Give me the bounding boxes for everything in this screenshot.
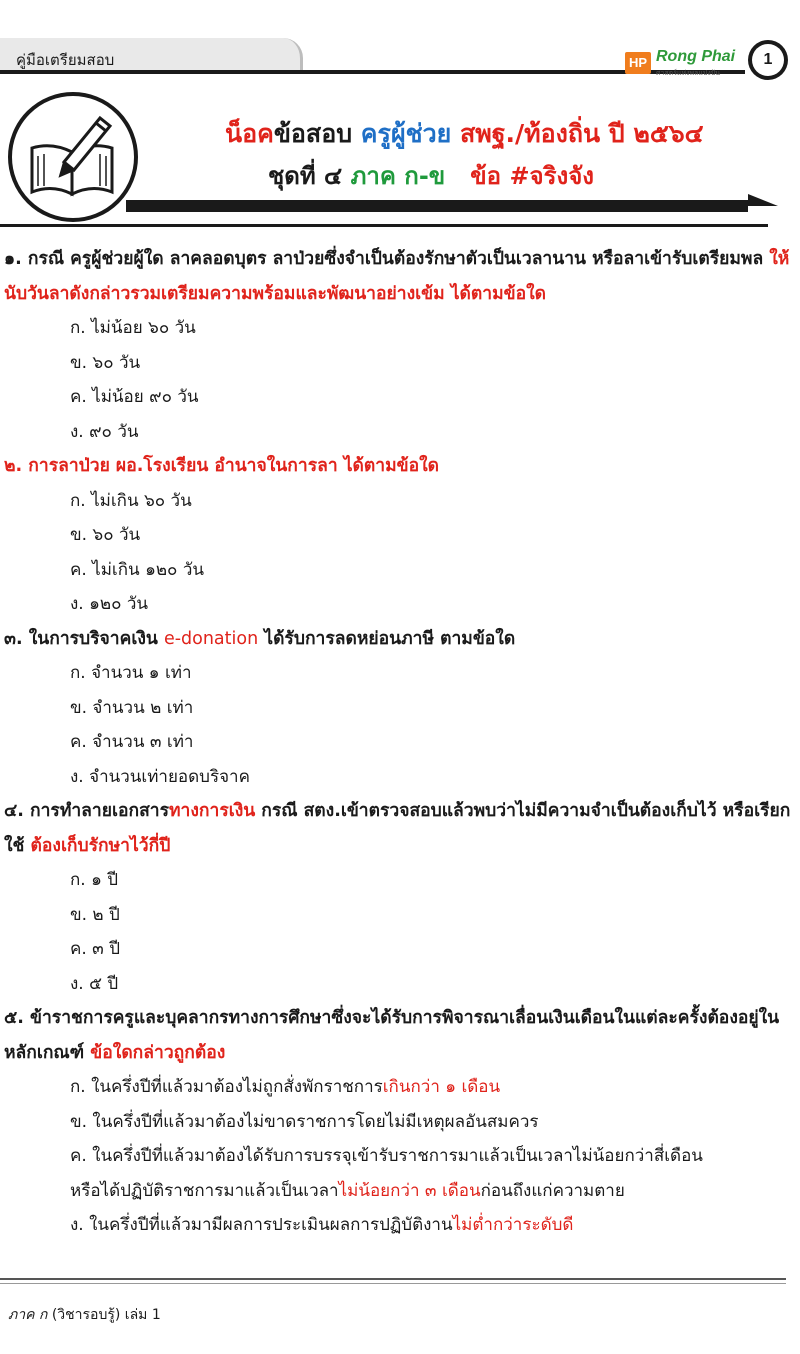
footer-subject: (วิชารอบรู้) [51,1307,121,1323]
question-4 [0,794,792,863]
option: ง. ๑๒๐ วัน [70,594,149,614]
question-highlight: e-donation [163,628,259,649]
option: ก. ไม่น้อย ๖๐ วัน [70,318,196,338]
title-bar-tip [748,194,778,206]
option-text: หรือได้ปฏิบัติราชการมาแล้วเป็นเวลา [70,1180,339,1201]
question-list [0,242,792,1243]
question-number: ๒. [4,456,23,476]
option-highlight: ไม่ต่ำกว่าระดับดี [452,1215,574,1235]
question-highlight: การลาป่วย ผอ.โรงเรียน อำนาจในการลา ได้ตามข้อใด [28,456,440,476]
header-label: คู่มือเตรียมสอบ [16,52,115,69]
title-part: ภาค ก-ข [350,162,446,190]
question-text: ได้รับการลดหย่อนภาษี ตามข้อใด [264,628,516,649]
option: ง. ๙๐ วัน [70,421,139,442]
brand-tagline: ศาสตร์แห่งพลแปงปัน [656,70,721,77]
footer-rule [0,1278,786,1280]
footer-volume: เล่ม 1 [124,1307,161,1323]
question-highlight: ให้นับวันลาดังกล่าวรวมเตรียมความพร้อมและพัฒนาอย่างเข้ม ได้ตามข้อใด [4,249,790,304]
question-number: ๔. [4,801,24,821]
footer-rule-thin [0,1283,786,1284]
title-position: ครูผู้ช่วย [360,119,452,148]
question-1 [0,242,792,311]
footer-part: ภาค ก [8,1307,48,1323]
option-highlight: ไม่น้อยกว่า ๓ เดือน [338,1180,481,1201]
option: ข. ๒ ปี [70,904,120,925]
option [0,1208,792,1243]
title-prefix: น็อค [225,119,274,148]
title-bar [126,200,748,212]
option [0,1070,792,1105]
option: ค. ไม่น้อย ๙๐ วัน [70,387,199,407]
option: ก. ไม่เกิน ๖๐ วัน [70,490,192,511]
title-exam: ข้อสอบ [273,119,353,148]
title-line-1 [225,114,704,154]
option: ง. ๕ ปี [70,973,119,994]
option: ก. ๑ ปี [70,870,119,890]
question-text: การทำลายเอกสาร [30,801,169,821]
question-highlight: ข้อใดกล่าวถูกต้อง [90,1042,226,1063]
question-text: กรณี สตง.เข้าตรวจสอบแล้วพบว่าไม่มีความจำเป็นต้องเก็บไว้ หรือเรียกใช้ [4,801,791,856]
title-tag: ข้อ #จริงจัง [470,162,595,190]
question-number: ๑. [4,249,22,269]
title-underline [0,224,768,227]
option: ค. ไม่เกิน ๑๒๐ วัน [70,559,205,580]
question-2 [0,449,792,484]
option: ก. จำนวน ๑ เท่า [70,663,192,683]
title-line-2 [268,156,594,195]
question-highlight: ทางการเงิน [168,801,256,821]
brand-logo-icon: HP [625,52,651,74]
book-pencil-icon [8,92,138,222]
option-highlight: เกินกว่า ๑ เดือน [382,1077,501,1097]
page-number: 1 [752,44,784,76]
option-text: ก. ในครึ่งปีที่แล้วมาต้องไม่ถูกสั่งพักราชการ [70,1077,383,1097]
question-number: ๕. [4,1008,24,1028]
option-text: ก่อนถึงแก่ความตาย [480,1180,625,1201]
option [0,1139,792,1174]
option-continuation [0,1174,792,1209]
option-text: ค. ในครึ่งปีที่แล้วมาต้องได้รับการบรรจุเข้ารับราชการมาแล้วเป็นเวลาไม่น้อยกว่าสี่เดือน [70,1146,703,1166]
title-agency-year: สพฐ./ท้องถิ่น ปี ๒๕๖๔ [459,119,704,148]
question-highlight: ต้องเก็บรักษาไว้กี่ปี [30,835,171,856]
option: ค. ๓ ปี [70,939,120,959]
option: ข. จำนวน ๒ เท่า [70,697,194,718]
option [0,1105,792,1140]
option: ข. ๖๐ วัน [70,352,141,373]
page-number-badge [748,40,788,80]
question-text: กรณี ครูผู้ช่วยผู้ใด ลาคลอดบุตร ลาป่วยซึ่งจำเป็นต้องรักษาตัวเป็นเวลานาน หรือลาเข้ารับเตรียมพล [27,249,764,269]
question-5 [0,1001,792,1070]
question-text: ในการบริจาคเงิน [28,628,158,649]
brand-name: Rong Phai [656,48,736,65]
option: ง. จำนวนเท่ายอดบริจาค [70,766,250,787]
option-text: ง. ในครึ่งปีที่แล้วมามีผลการประเมินผลการปฏิบัติงาน [70,1215,453,1235]
question-number: ๓. [4,628,23,649]
option-text: ข. ในครึ่งปีที่แล้วมาต้องไม่ขาดราชการโดยไม่มีเหตุผลอันสมควร [70,1111,539,1132]
option: ค. จำนวน ๓ เท่า [70,732,194,752]
option: ข. ๖๐ วัน [70,525,141,545]
title-set: ชุดที่ ๔ [268,162,343,190]
footer [8,1304,161,1326]
question-3 [0,622,792,657]
question-text: ข้าราชการครูและบุคลากรทางการศึกษาซึ่งจะได้รับการพิจารณาเลื่อนเงินเดือนในแต่ละครั้งต้องอยู่ในหลักเกณฑ์ [4,1008,780,1063]
